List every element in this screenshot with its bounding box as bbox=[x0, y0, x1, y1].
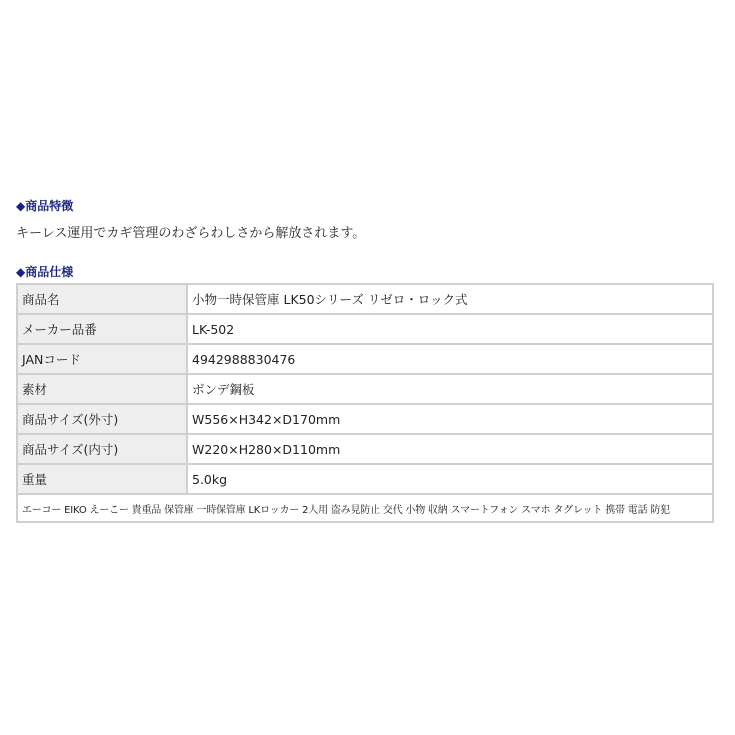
spec-table bbox=[16, 283, 714, 523]
table-row bbox=[17, 494, 713, 522]
spec-label-material: 素材 bbox=[17, 374, 187, 404]
spec-value-outer-size: W556×H342×D170mm bbox=[187, 404, 713, 434]
table-row bbox=[17, 344, 713, 374]
spec-label-jan-code: JANコード bbox=[17, 344, 187, 374]
spec-value-jan-code: 4942988830476 bbox=[187, 344, 713, 374]
table-row bbox=[17, 314, 713, 344]
spec-value-product-name: 小物一時保管庫 LK50シリーズ リゼロ・ロック式 bbox=[187, 284, 713, 314]
spec-value-weight: 5.0kg bbox=[187, 464, 713, 494]
spec-value-inner-size: W220×H280×D110mm bbox=[187, 434, 713, 464]
features-heading: ◆商品特徴 bbox=[16, 199, 74, 213]
spec-label-model-number: メーカー品番 bbox=[17, 314, 187, 344]
spec-keywords: エーコー EIKO えーこー 貴重品 保管庫 一時保管庫 LKロッカー 2人用 盗み見防止 交代 小物 収納 スマートフォン スマホ タグレット 携帯 電話 防犯 bbox=[17, 494, 713, 522]
spec-label-inner-size: 商品サイズ(内寸) bbox=[17, 434, 187, 464]
spec-value-material: ボンデ鋼板 bbox=[187, 374, 713, 404]
table-row bbox=[17, 434, 713, 464]
table-row bbox=[17, 374, 713, 404]
table-row bbox=[17, 464, 713, 494]
spec-label-weight: 重量 bbox=[17, 464, 187, 494]
spec-value-model-number: LK-502 bbox=[187, 314, 713, 344]
table-row bbox=[17, 284, 713, 314]
table-row bbox=[17, 404, 713, 434]
spec-label-product-name: 商品名 bbox=[17, 284, 187, 314]
spec-label-outer-size: 商品サイズ(外寸) bbox=[17, 404, 187, 434]
features-description: キーレス運用でカギ管理のわざらわしさから解放されます。 bbox=[16, 226, 366, 241]
specs-heading: ◆商品仕様 bbox=[16, 265, 74, 279]
